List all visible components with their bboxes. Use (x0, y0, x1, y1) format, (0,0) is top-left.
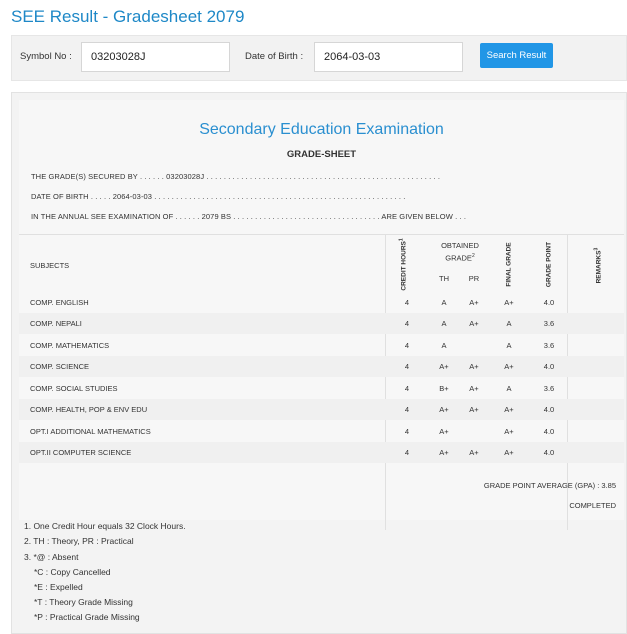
table-row (19, 442, 624, 463)
credit-hours: 4 (404, 448, 410, 457)
info-line-dob: DATE OF BIRTH . . . . . 2064-03-03 . . . . . . . . . . . . . . . . . . . . . . . . . . . . . . . . . . . . . . . . . . . . . . . . . . . . . . . . . . (31, 192, 406, 201)
final-grade: A+ (504, 448, 514, 457)
grade-point: 4.0 (543, 298, 555, 307)
gradesheet-title: GRADE-SHEET (286, 149, 357, 160)
th-grade: A (441, 298, 447, 307)
credit-hours-header-text: CREDIT HOURS (400, 241, 408, 291)
th-grade: A+ (439, 362, 449, 371)
credit-hours: 4 (404, 298, 410, 307)
credit-hours: 4 (404, 384, 410, 393)
footnote-item: 1. One Credit Hour equals 32 Clock Hours. (24, 521, 186, 531)
footnote-item: *P : Practical Grade Missing (34, 612, 140, 622)
pr-grade: A+ (469, 298, 479, 307)
search-result-button[interactable]: Search Result (480, 43, 553, 68)
obtained-grade-sup: 2 (471, 253, 475, 259)
footnote-item: *T : Theory Grade Missing (34, 597, 133, 607)
final-grade: A+ (504, 427, 514, 436)
obtained-grade-header-text: OBTAINED GRADE (441, 241, 479, 263)
subjects-header: SUBJECTS (30, 261, 70, 270)
final-grade: A+ (504, 298, 514, 307)
final-grade: A (506, 341, 512, 350)
final-grade: A (506, 384, 512, 393)
table-row (19, 421, 624, 442)
pr-grade: A+ (469, 319, 479, 328)
subject-name: COMP. HEALTH, POP & ENV EDU (30, 405, 148, 414)
gpa-line: GRADE POINT AVERAGE (GPA) : 3.85 (483, 481, 616, 490)
th-grade: A (441, 341, 447, 350)
pr-grade: A+ (469, 384, 479, 393)
th-grade: A+ (439, 405, 449, 414)
gradesheet (19, 100, 624, 520)
footnote-item: 2. TH : Theory, PR : Practical (24, 536, 134, 546)
pr-grade: A+ (469, 362, 479, 371)
final-grade: A (506, 319, 512, 328)
pr-header: PR (468, 274, 480, 283)
remarks-header-text: REMARKS (595, 250, 603, 284)
grade-point: 3.6 (543, 341, 555, 350)
subject-name: COMP. MATHEMATICS (30, 341, 110, 350)
table-row (19, 378, 624, 399)
dob-input[interactable] (314, 42, 463, 72)
th-grade: A+ (439, 427, 449, 436)
status-completed: COMPLETED (569, 501, 616, 510)
dob-label: Date of Birth : (245, 51, 304, 62)
subject-name: COMP. ENGLISH (30, 298, 89, 307)
remarks-header (593, 241, 602, 291)
grade-point: 4.0 (543, 427, 555, 436)
credit-hours-sup: 1 (398, 238, 405, 242)
credit-hours: 4 (404, 362, 410, 371)
grade-point: 4.0 (543, 448, 555, 457)
exam-title: Secondary Education Examination (199, 121, 444, 138)
grade-point: 3.6 (543, 384, 555, 393)
remarks-sup: 3 (593, 247, 600, 251)
table-row (19, 356, 624, 377)
footnote-item: *C : Copy Cancelled (34, 567, 111, 577)
final-grade-header: FINAL GRADE (505, 242, 513, 287)
pr-grade: A+ (469, 448, 479, 457)
table-top-rule (19, 234, 624, 235)
table-row (19, 399, 624, 420)
subject-name: COMP. SOCIAL STUDIES (30, 384, 118, 393)
th-header: TH (439, 274, 449, 283)
table-row (19, 335, 624, 356)
grade-point-header: GRADE POINT (545, 241, 553, 288)
grade-point: 3.6 (543, 319, 555, 328)
th-grade: A (441, 319, 447, 328)
final-grade: A+ (504, 405, 514, 414)
subject-name: COMP. SCIENCE (30, 362, 90, 371)
info-line-grades: THE GRADE(S) SECURED BY . . . . . . 03203028J . . . . . . . . . . . . . . . . . . . . . . . . . . . . . . . . . . . . . . . . . . . . . . . . . . . . . . (31, 172, 441, 181)
search-form (11, 35, 627, 81)
grade-point: 4.0 (543, 362, 555, 371)
footnote-item: 3. *@ : Absent (24, 552, 79, 562)
final-grade: A+ (504, 362, 514, 371)
page-title: SEE Result - Gradesheet 2079 (11, 7, 245, 26)
credit-hours: 4 (404, 427, 410, 436)
table-row (19, 292, 624, 313)
symbol-input[interactable] (81, 42, 230, 72)
subject-name: COMP. NEPALI (30, 319, 82, 328)
credit-hours: 4 (404, 341, 410, 350)
obtained-grade-header (428, 240, 492, 264)
info-line-exam: IN THE ANNUAL SEE EXAMINATION OF . . . . . . 2079 BS . . . . . . . . . . . . . . . . . . . . . . . . . . . . . . . . . . ARE GIVEN BELOW . . . (31, 212, 466, 221)
table-row (19, 313, 624, 334)
credit-hours: 4 (404, 319, 410, 328)
footnote-item: *E : Expelled (34, 582, 83, 592)
th-grade: A+ (439, 448, 449, 457)
subject-name: OPT.I ADDITIONAL MATHEMATICS (30, 427, 151, 436)
credit-hours: 4 (404, 405, 410, 414)
symbol-label: Symbol No : (20, 51, 72, 62)
th-grade: B+ (439, 384, 449, 393)
credit-hours-header (398, 238, 408, 291)
pr-grade: A+ (469, 405, 479, 414)
gradesheet-panel (11, 92, 627, 634)
grade-point: 4.0 (543, 405, 555, 414)
subject-name: OPT.II COMPUTER SCIENCE (30, 448, 132, 457)
